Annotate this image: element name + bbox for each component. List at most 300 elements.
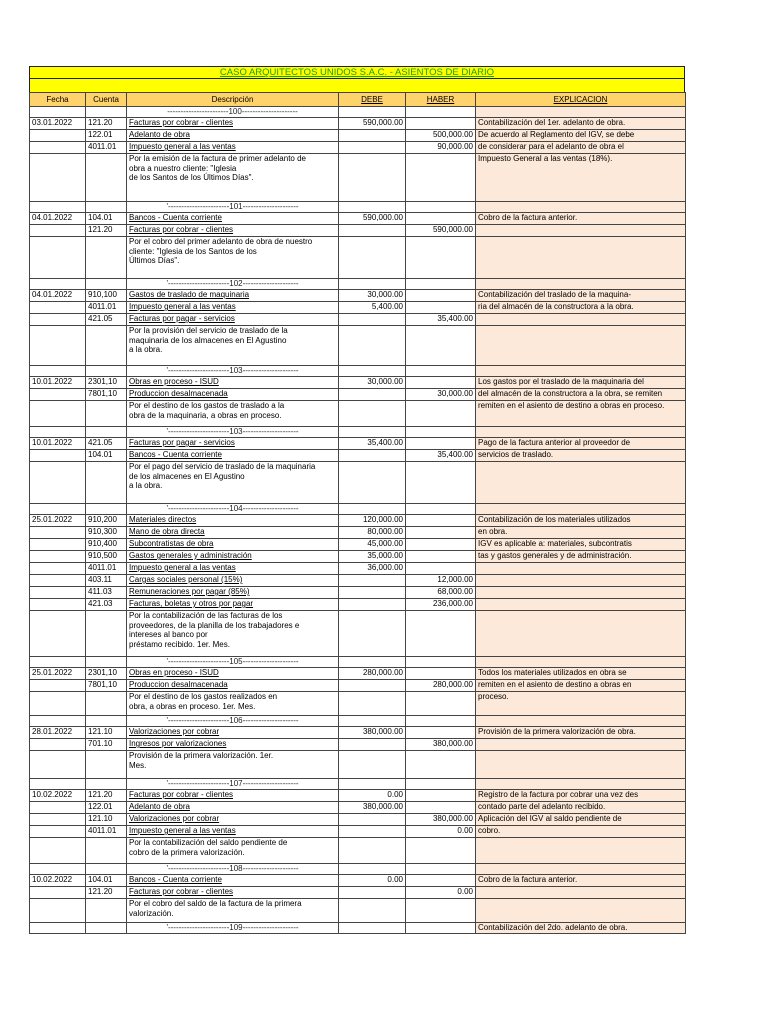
gloss-line: de los almacenes en El Agustino (129, 471, 245, 481)
debe-cell (339, 225, 406, 237)
account-cell: 910,100 (86, 290, 127, 302)
haber-cell: 35,400.00 (406, 450, 476, 462)
journal-line-row (30, 739, 686, 751)
debe-cell (339, 462, 406, 504)
entry-number-separator: -----------------------100--------------------- (127, 107, 339, 118)
gloss-line: Por el destino de los gastos realizados en (129, 692, 278, 701)
haber-cell (406, 779, 476, 790)
journal-line-row (30, 563, 686, 575)
explanation-cell: ria del almacén de la constructora a la obra. (476, 302, 686, 314)
date-cell (30, 680, 86, 692)
journal-line-row (30, 727, 686, 739)
debe-cell (339, 154, 406, 202)
date-cell (30, 401, 86, 427)
entry-gloss-row (30, 237, 686, 279)
journal-sheet (29, 66, 685, 934)
entry-number-separator: '-----------------------103--------------------- (127, 366, 339, 377)
debe-cell (339, 611, 406, 657)
explanation-cell (476, 279, 686, 290)
account-cell: 121.20 (86, 790, 127, 802)
gloss-line: proveedores, de la planilla de los trabajadores e (129, 620, 300, 630)
date-cell (30, 154, 86, 202)
haber-cell (406, 290, 476, 302)
explanation-cell (476, 838, 686, 864)
debe-cell: 30,000.00 (339, 290, 406, 302)
debe-cell: 35,400.00 (339, 438, 406, 450)
haber-cell (406, 118, 476, 130)
explanation-cell: tas y gastos generales y de administración. (476, 551, 686, 563)
account-cell (86, 366, 127, 377)
account-cell: 4011.01 (86, 302, 127, 314)
entry-gloss-row (30, 899, 686, 923)
entry-gloss (127, 692, 339, 716)
explanation-cell: de considerar para el adelanto de obra el (476, 142, 686, 154)
journal-line-row (30, 130, 686, 142)
date-cell (30, 302, 86, 314)
explanation-cell (476, 202, 686, 213)
haber-cell (406, 438, 476, 450)
gloss-line: de los Santos de los Últimos Días". (129, 173, 254, 182)
description-cell: Impuesto general a las ventas (127, 142, 339, 154)
date-cell (30, 599, 86, 611)
debe-cell (339, 314, 406, 326)
debe-cell (339, 838, 406, 864)
explanation-cell (476, 716, 686, 727)
debe-cell (339, 779, 406, 790)
date-cell (30, 539, 86, 551)
haber-cell (406, 326, 476, 366)
haber-cell (406, 751, 476, 779)
journal-line-row (30, 802, 686, 814)
haber-cell (406, 202, 476, 213)
entry-gloss-row (30, 692, 686, 716)
explanation-cell: remiten en el asiento de destino a obras en (476, 680, 686, 692)
date-cell (30, 462, 86, 504)
haber-cell: 590,000.00 (406, 225, 476, 237)
date-cell (30, 107, 86, 118)
account-cell (86, 923, 127, 934)
debe-cell: 5,400.00 (339, 302, 406, 314)
account-cell (86, 504, 127, 515)
gloss-line: Mes. (129, 760, 147, 770)
description-cell: Valorizaciones por cobrar (127, 814, 339, 826)
explanation-cell: Contabilización de los materiales utilizados (476, 515, 686, 527)
haber-cell (406, 551, 476, 563)
date-cell (30, 314, 86, 326)
haber-cell (406, 692, 476, 716)
explanation-cell: del almacén de la constructora a la obra, se remiten (476, 389, 686, 401)
account-cell: 421.05 (86, 438, 127, 450)
entry-gloss (127, 751, 339, 779)
description-cell: Impuesto general a las ventas (127, 826, 339, 838)
debe-cell: 30,000.00 (339, 377, 406, 389)
date-cell: 10.01.2022 (30, 377, 86, 389)
haber-cell (406, 366, 476, 377)
entry-separator-row (30, 657, 686, 668)
gloss-line: a la obra. (129, 345, 163, 354)
date-cell (30, 326, 86, 366)
journal-body (30, 107, 686, 934)
date-cell (30, 389, 86, 401)
date-cell (30, 692, 86, 716)
entry-separator-row (30, 864, 686, 875)
journal-line-row (30, 551, 686, 563)
description-cell: Facturas por cobrar - clientes (127, 887, 339, 899)
debe-cell (339, 587, 406, 599)
date-cell (30, 779, 86, 790)
date-cell: 03.01.2022 (30, 118, 86, 130)
description-cell: Bancos - Cuenta corriente (127, 213, 339, 225)
header-fecha: Fecha (30, 93, 86, 107)
entry-gloss (127, 326, 339, 366)
date-cell (30, 814, 86, 826)
explanation-cell (476, 899, 686, 923)
debe-cell (339, 326, 406, 366)
account-cell: 4011.01 (86, 826, 127, 838)
account-cell: 104.01 (86, 213, 127, 225)
debe-cell: 0.00 (339, 790, 406, 802)
account-cell: 4011.01 (86, 563, 127, 575)
explanation-cell (476, 864, 686, 875)
date-cell (30, 716, 86, 727)
description-cell: Bancos - Cuenta corriente (127, 450, 339, 462)
gloss-line: Por el cobro del saldo de la factura de la primera (129, 899, 302, 908)
gloss-line: Por la contabilización de las facturas de los (129, 611, 283, 620)
explanation-cell: Cobro de la factura anterior. (476, 213, 686, 225)
description-cell: Ingresos por valorizaciones (127, 739, 339, 751)
description-cell: Mano de obra directa (127, 527, 339, 539)
debe-cell (339, 923, 406, 934)
haber-cell (406, 539, 476, 551)
date-cell (30, 864, 86, 875)
date-cell (30, 504, 86, 515)
explanation-cell (476, 587, 686, 599)
haber-cell: 500,000.00 (406, 130, 476, 142)
debe-cell (339, 401, 406, 427)
journal-line-row (30, 213, 686, 225)
account-cell (86, 462, 127, 504)
explanation-cell: Los gastos por el traslado de la maquinaria del (476, 377, 686, 389)
journal-line-row (30, 515, 686, 527)
entry-gloss-row (30, 401, 686, 427)
journal-line-row (30, 438, 686, 450)
journal-line-row (30, 875, 686, 887)
explanation-cell (476, 751, 686, 779)
date-cell (30, 575, 86, 587)
date-cell: 10.02.2022 (30, 790, 86, 802)
gloss-line: Por la provisión del servicio de traslado de la (129, 326, 288, 335)
entry-separator-row (30, 716, 686, 727)
entry-gloss (127, 899, 339, 923)
date-cell (30, 427, 86, 438)
entry-gloss (127, 611, 339, 657)
entry-number-separator: '-----------------------103--------------------- (127, 427, 339, 438)
date-cell (30, 130, 86, 142)
header-cuenta: Cuenta (86, 93, 127, 107)
description-cell: Gastos de traslado de maquinaria (127, 290, 339, 302)
date-cell: 04.01.2022 (30, 213, 86, 225)
gloss-line: Por el cobro del primer adelanto de obra de nuestro (129, 237, 313, 246)
haber-cell (406, 864, 476, 875)
explanation-cell (476, 887, 686, 899)
haber-cell: 380,000.00 (406, 739, 476, 751)
gloss-line: Por la emisión de la factura de primer adelanto de (129, 154, 306, 163)
account-cell: 121.20 (86, 887, 127, 899)
explanation-cell (476, 563, 686, 575)
gloss-line: Por la contabilización del saldo pendiente de (129, 838, 288, 847)
debe-cell: 380,000.00 (339, 802, 406, 814)
explanation-cell: Contabilización del 1er. adelanto de obra. (476, 118, 686, 130)
description-cell: Facturas por pagar - servicios (127, 314, 339, 326)
journal-line-row (30, 680, 686, 692)
account-cell: 910,500 (86, 551, 127, 563)
gloss-line: obra de la maquinaria, a obras en proceso. (129, 410, 282, 420)
account-cell: 421.05 (86, 314, 127, 326)
haber-cell (406, 790, 476, 802)
description-cell: Impuesto general a las ventas (127, 563, 339, 575)
account-cell (86, 899, 127, 923)
journal-line-row (30, 527, 686, 539)
description-cell: Bancos - Cuenta corriente (127, 875, 339, 887)
journal-table (29, 92, 686, 934)
explanation-cell (476, 739, 686, 751)
entry-gloss-row (30, 838, 686, 864)
account-cell: 104.01 (86, 450, 127, 462)
date-cell (30, 887, 86, 899)
debe-cell: 36,000.00 (339, 563, 406, 575)
account-cell (86, 838, 127, 864)
entry-gloss (127, 237, 339, 279)
entry-gloss-row (30, 751, 686, 779)
account-cell: 910,200 (86, 515, 127, 527)
debe-cell (339, 202, 406, 213)
date-cell (30, 202, 86, 213)
explanation-cell (476, 599, 686, 611)
account-cell (86, 779, 127, 790)
debe-cell (339, 692, 406, 716)
account-cell: 7801,10 (86, 389, 127, 401)
account-cell: 403.11 (86, 575, 127, 587)
gloss-line: Últimos Días". (129, 256, 180, 265)
date-cell (30, 802, 86, 814)
date-cell (30, 826, 86, 838)
haber-cell: 12,000.00 (406, 575, 476, 587)
account-cell (86, 279, 127, 290)
journal-line-row (30, 826, 686, 838)
gloss-line: Provisión de la primera valorización. 1er. (129, 751, 274, 760)
haber-cell (406, 401, 476, 427)
haber-cell (406, 923, 476, 934)
date-cell (30, 838, 86, 864)
entry-gloss-row (30, 611, 686, 657)
entry-gloss-row (30, 326, 686, 366)
explanation-cell (476, 504, 686, 515)
journal-line-row (30, 142, 686, 154)
account-cell (86, 692, 127, 716)
haber-cell (406, 427, 476, 438)
debe-cell (339, 887, 406, 899)
header-descripcion: Descripción (127, 93, 339, 107)
date-cell (30, 450, 86, 462)
description-cell: Facturas por pagar - servicios (127, 438, 339, 450)
debe-cell (339, 826, 406, 838)
debe-cell (339, 237, 406, 279)
date-cell: 25.01.2022 (30, 668, 86, 680)
journal-line-row (30, 118, 686, 130)
explanation-cell: Registro de la factura por cobrar una vez des (476, 790, 686, 802)
account-cell: 121.10 (86, 727, 127, 739)
date-cell (30, 237, 86, 279)
date-cell (30, 527, 86, 539)
journal-line-row (30, 575, 686, 587)
account-cell: 104.01 (86, 875, 127, 887)
header-haber: HABER (406, 93, 476, 107)
description-cell: Impuesto general a las ventas (127, 302, 339, 314)
haber-cell: 90,000.00 (406, 142, 476, 154)
haber-cell (406, 802, 476, 814)
entry-separator-row (30, 504, 686, 515)
gloss-line: obra, a obras en proceso. 1er. Mes. (129, 701, 256, 711)
haber-cell: 380,000.00 (406, 814, 476, 826)
debe-cell: 80,000.00 (339, 527, 406, 539)
date-cell (30, 739, 86, 751)
date-cell: 04.01.2022 (30, 290, 86, 302)
account-cell (86, 716, 127, 727)
debe-cell (339, 279, 406, 290)
entry-separator-row (30, 779, 686, 790)
entry-separator-row (30, 923, 686, 934)
description-cell: Adelanto de obra (127, 802, 339, 814)
debe-cell (339, 680, 406, 692)
haber-cell (406, 377, 476, 389)
account-cell (86, 401, 127, 427)
haber-cell (406, 657, 476, 668)
account-cell (86, 611, 127, 657)
explanation-cell (476, 657, 686, 668)
haber-cell (406, 563, 476, 575)
account-cell: 122.01 (86, 802, 127, 814)
debe-cell (339, 751, 406, 779)
account-cell: 701.10 (86, 739, 127, 751)
debe-cell: 380,000.00 (339, 727, 406, 739)
entry-gloss (127, 401, 339, 427)
haber-cell (406, 462, 476, 504)
explanation-cell: Contabilización del traslado de la maquina- (476, 290, 686, 302)
date-cell (30, 657, 86, 668)
account-cell: 910,300 (86, 527, 127, 539)
explanation-cell: Cobro de la factura anterior. (476, 875, 686, 887)
debe-cell (339, 716, 406, 727)
explanation-cell (476, 575, 686, 587)
account-cell: 421.03 (86, 599, 127, 611)
debe-cell (339, 575, 406, 587)
description-cell: Adelanto de obra (127, 130, 339, 142)
haber-cell: 236,000.00 (406, 599, 476, 611)
explanation-cell (476, 427, 686, 438)
description-cell: Valorizaciones por cobrar (127, 727, 339, 739)
haber-cell (406, 668, 476, 680)
debe-cell (339, 599, 406, 611)
explanation-cell: Todos los materiales utilizados en obra se (476, 668, 686, 680)
date-cell (30, 751, 86, 779)
description-cell: Gastos generales y administración (127, 551, 339, 563)
description-cell: Materiales directos (127, 515, 339, 527)
haber-cell (406, 279, 476, 290)
debe-cell (339, 739, 406, 751)
description-cell: Facturas por cobrar - clientes (127, 225, 339, 237)
gloss-line: maquinaria de los almacenes en El Agustino (129, 335, 287, 345)
entry-separator-row (30, 279, 686, 290)
haber-cell (406, 838, 476, 864)
explanation-cell: De acuerdo al Reglamento del IGV, se debe (476, 130, 686, 142)
explanation-cell: cobro. (476, 826, 686, 838)
journal-line-row (30, 790, 686, 802)
journal-line-row (30, 599, 686, 611)
haber-cell (406, 107, 476, 118)
journal-line-row (30, 887, 686, 899)
entry-gloss (127, 462, 339, 504)
date-cell (30, 366, 86, 377)
haber-cell (406, 899, 476, 923)
debe-cell: 35,000.00 (339, 551, 406, 563)
description-cell: Remuneraciones por pagar (85%) (127, 587, 339, 599)
entry-separator-row (30, 366, 686, 377)
haber-cell (406, 727, 476, 739)
account-cell: 121.10 (86, 814, 127, 826)
debe-cell: 0.00 (339, 875, 406, 887)
haber-cell (406, 504, 476, 515)
date-cell (30, 923, 86, 934)
date-cell (30, 551, 86, 563)
debe-cell (339, 657, 406, 668)
gloss-line: cliente: "Iglesia de los Santos de los (129, 246, 257, 256)
gloss-line: cobro de la primera valorización. (129, 847, 245, 857)
entry-number-separator: '-----------------------107--------------------- (127, 779, 339, 790)
explanation-cell: en obra. (476, 527, 686, 539)
date-cell: 25.01.2022 (30, 515, 86, 527)
account-cell: 4011.01 (86, 142, 127, 154)
description-cell: Subcontratistas de obra (127, 539, 339, 551)
explanation-cell: Aplicación del IGV al saldo pendiente de (476, 814, 686, 826)
account-cell (86, 751, 127, 779)
description-cell: Obras en proceso - ISUD (127, 668, 339, 680)
journal-line-row (30, 389, 686, 401)
explanation-cell: Impuesto General a las ventas (18%). (476, 154, 686, 202)
debe-cell: 590,000.00 (339, 118, 406, 130)
entry-gloss (127, 838, 339, 864)
explanation-cell: remiten en el asiento de destino a obras en proceso. (476, 401, 686, 427)
debe-cell (339, 504, 406, 515)
account-cell (86, 237, 127, 279)
date-cell: 28.01.2022 (30, 727, 86, 739)
debe-cell (339, 130, 406, 142)
haber-cell (406, 527, 476, 539)
entry-gloss-row (30, 462, 686, 504)
haber-cell (406, 213, 476, 225)
explanation-cell: IGV es aplicable a: materiales, subcontratis (476, 539, 686, 551)
sheet-title: CASO ARQUITECTOS UNIDOS S.A.C. - ASIENTOS DE DIARIO (29, 66, 685, 79)
debe-cell (339, 142, 406, 154)
account-cell: 122.01 (86, 130, 127, 142)
explanation-cell: Contabilización del 2do. adelanto de obra. (476, 923, 686, 934)
explanation-cell: Provisión de la primera valorización de obra. (476, 727, 686, 739)
entry-separator-row (30, 202, 686, 213)
debe-cell (339, 899, 406, 923)
date-cell (30, 563, 86, 575)
account-cell: 121.20 (86, 118, 127, 130)
journal-line-row (30, 225, 686, 237)
account-cell: 910,400 (86, 539, 127, 551)
